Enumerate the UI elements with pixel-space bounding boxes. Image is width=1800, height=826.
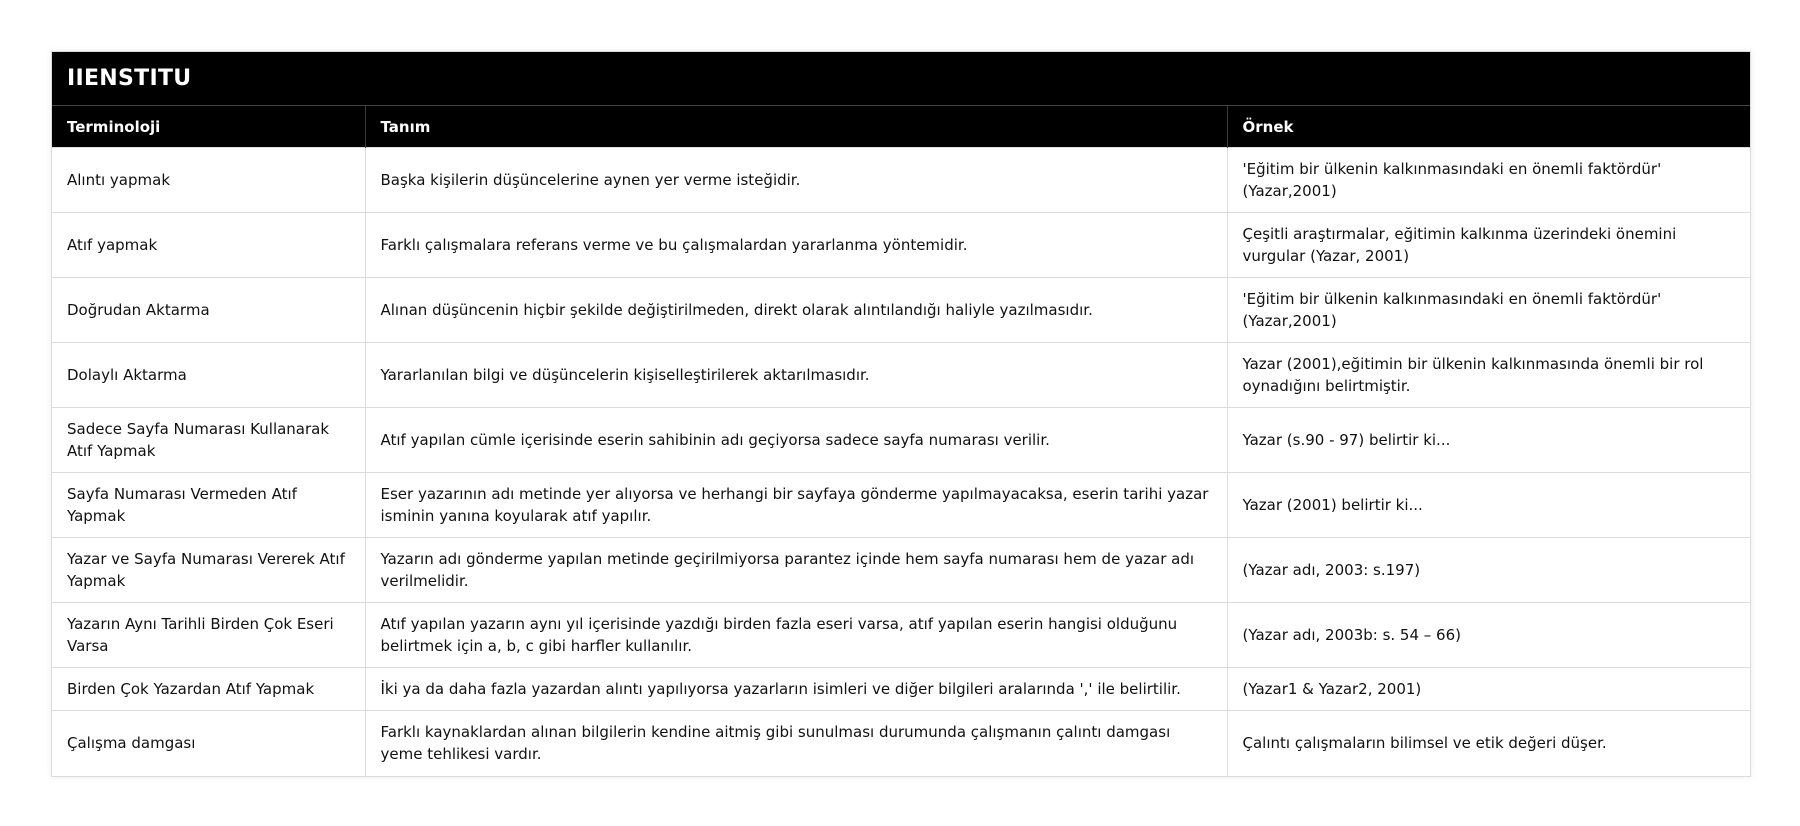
table-row — [52, 603, 1750, 668]
terminology-table — [52, 105, 1750, 776]
table-row — [52, 473, 1750, 538]
table-row — [52, 343, 1750, 408]
definition-cell: Başka kişilerin düşüncelerine aynen yer verme isteğidir. — [365, 148, 1227, 213]
example-cell: Yazar (s.90 - 97) belirtir ki... — [1227, 408, 1750, 473]
term-cell: Alıntı yapmak — [52, 148, 365, 213]
example-cell: 'Eğitim bir ülkenin kalkınmasındaki en önemli faktördür' (Yazar,2001) — [1227, 278, 1750, 343]
terminology-table-card — [51, 51, 1751, 777]
term-cell: Sayfa Numarası Vermeden Atıf Yapmak — [52, 473, 365, 538]
column-header-terminoloji: Terminoloji — [52, 106, 365, 148]
definition-cell: Alınan düşüncenin hiçbir şekilde değiştirilmeden, direkt olarak alıntılandığı haliyle yazılmasıdır. — [365, 278, 1227, 343]
definition-cell: Eser yazarının adı metinde yer alıyorsa ve herhangi bir sayfaya gönderme yapılmayacaksa, eserin tarihi yazar isminin yanına koyularak atıf yapılır. — [365, 473, 1227, 538]
table-row — [52, 711, 1750, 776]
term-cell: Yazarın Aynı Tarihli Birden Çok Eseri Varsa — [52, 603, 365, 668]
definition-cell: Yararlanılan bilgi ve düşüncelerin kişiselleştirilerek aktarılmasıdır. — [365, 343, 1227, 408]
table-title: IIENSTITU — [52, 52, 1750, 105]
definition-cell: Farklı çalışmalara referans verme ve bu çalışmalardan yararlanma yöntemidir. — [365, 213, 1227, 278]
table-body — [52, 148, 1750, 776]
definition-cell: Atıf yapılan yazarın aynı yıl içerisinde yazdığı birden fazla eseri varsa, atıf yapılan eserin hangisi olduğunu belirtmek için a, b, c gibi harfler kullanılır. — [365, 603, 1227, 668]
header-row — [52, 106, 1750, 148]
example-cell: Çeşitli araştırmalar, eğitimin kalkınma üzerindeki önemini vurgular (Yazar, 2001) — [1227, 213, 1750, 278]
definition-cell: İki ya da daha fazla yazardan alıntı yapılıyorsa yazarların isimleri ve diğer bilgileri aralarında ',' ile belirtilir. — [365, 668, 1227, 711]
table-row — [52, 278, 1750, 343]
table-row — [52, 538, 1750, 603]
term-cell: Dolaylı Aktarma — [52, 343, 365, 408]
term-cell: Yazar ve Sayfa Numarası Vererek Atıf Yapmak — [52, 538, 365, 603]
example-cell: Yazar (2001) belirtir ki... — [1227, 473, 1750, 538]
definition-cell: Yazarın adı gönderme yapılan metinde geçirilmiyorsa parantez içinde hem sayfa numarası hem de yazar adı verilmelidir. — [365, 538, 1227, 603]
table-header — [52, 106, 1750, 148]
example-cell: Çalıntı çalışmaların bilimsel ve etik değeri düşer. — [1227, 711, 1750, 776]
term-cell: Sadece Sayfa Numarası Kullanarak Atıf Yapmak — [52, 408, 365, 473]
example-cell: (Yazar adı, 2003: s.197) — [1227, 538, 1750, 603]
definition-cell: Farklı kaynaklardan alınan bilgilerin kendine aitmiş gibi sunulması durumunda çalışmanın çalıntı damgası yeme tehlikesi vardır. — [365, 711, 1227, 776]
example-cell: (Yazar1 & Yazar2, 2001) — [1227, 668, 1750, 711]
example-cell: (Yazar adı, 2003b: s. 54 – 66) — [1227, 603, 1750, 668]
column-header-tanim: Tanım — [365, 106, 1227, 148]
table-row — [52, 213, 1750, 278]
table-row — [52, 408, 1750, 473]
table-row — [52, 668, 1750, 711]
example-cell: Yazar (2001),eğitimin bir ülkenin kalkınmasında önemli bir rol oynadığını belirtmiştir. — [1227, 343, 1750, 408]
example-cell: 'Eğitim bir ülkenin kalkınmasındaki en önemli faktördür' (Yazar,2001) — [1227, 148, 1750, 213]
term-cell: Birden Çok Yazardan Atıf Yapmak — [52, 668, 365, 711]
term-cell: Çalışma damgası — [52, 711, 365, 776]
term-cell: Atıf yapmak — [52, 213, 365, 278]
term-cell: Doğrudan Aktarma — [52, 278, 365, 343]
column-header-ornek: Örnek — [1227, 106, 1750, 148]
table-row — [52, 148, 1750, 213]
definition-cell: Atıf yapılan cümle içerisinde eserin sahibinin adı geçiyorsa sadece sayfa numarası verilir. — [365, 408, 1227, 473]
